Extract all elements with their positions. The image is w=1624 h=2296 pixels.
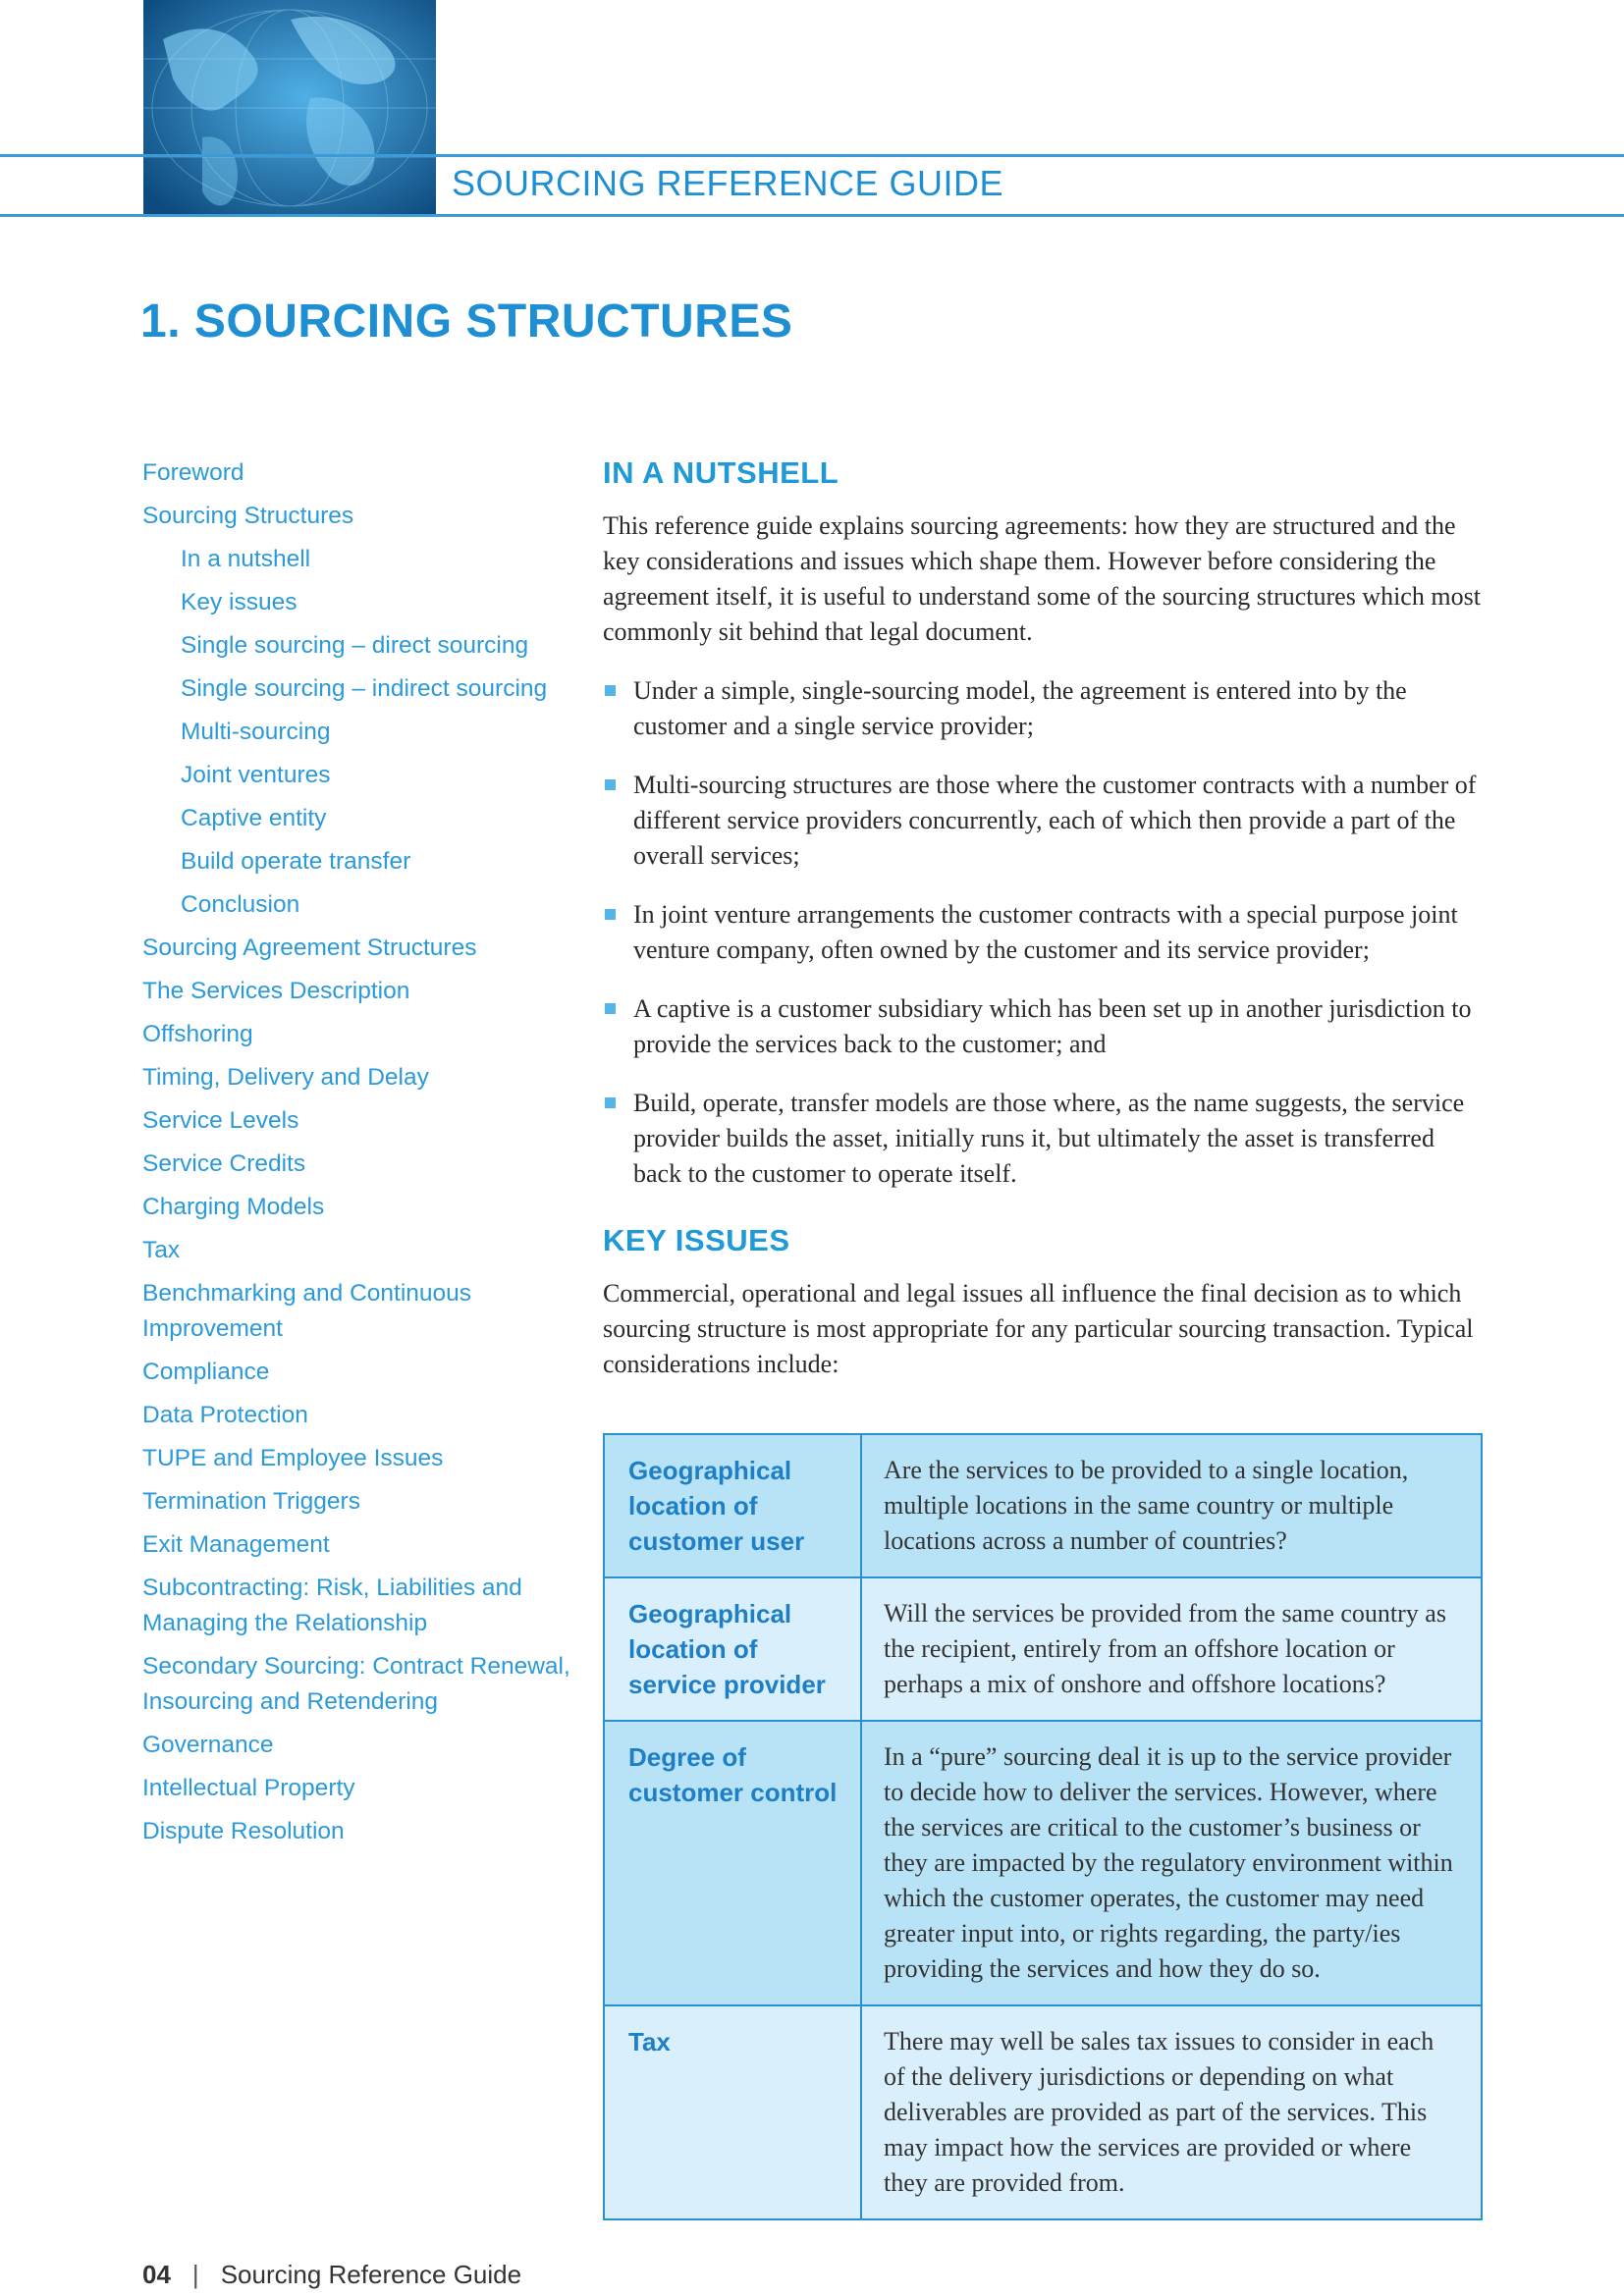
toc-item-exit-management[interactable]: Exit Management xyxy=(142,1531,330,1558)
page-number: 04 xyxy=(142,2260,171,2289)
table-row xyxy=(604,1577,1482,1721)
toc-item-sourcing-agreement-structures[interactable]: Sourcing Agreement Structures xyxy=(142,934,477,961)
toc-item-multi-sourcing[interactable]: Multi-sourcing xyxy=(181,719,331,745)
toc-item-key-issues[interactable]: Key issues xyxy=(181,589,298,615)
list-item xyxy=(603,991,1483,1062)
toc-item-captive-entity[interactable]: Captive entity xyxy=(181,805,327,831)
toc-item-benchmarking[interactable]: Benchmarking and Continuous Improvement xyxy=(142,1280,472,1342)
header-title: SOURCING REFERENCE GUIDE xyxy=(452,163,1004,203)
toc-item-services-description[interactable]: The Services Description xyxy=(142,978,410,1004)
table-row xyxy=(604,1721,1482,2005)
footer-separator: | xyxy=(191,2260,199,2289)
square-bullet-icon xyxy=(605,779,616,790)
page-footer xyxy=(142,2260,521,2290)
header-rule-bottom xyxy=(0,214,1624,217)
toc-item-tax[interactable]: Tax xyxy=(142,1237,181,1263)
toc-item-sourcing-structures[interactable]: Sourcing Structures xyxy=(142,503,354,529)
square-bullet-icon xyxy=(605,1003,616,1014)
square-bullet-icon xyxy=(605,1097,616,1108)
toc-item-dispute-resolution[interactable]: Dispute Resolution xyxy=(142,1818,345,1844)
list-item xyxy=(603,897,1483,968)
table-cell-label: Geographical location of customer user xyxy=(604,1434,861,1577)
toc-item-joint-ventures[interactable]: Joint ventures xyxy=(181,762,331,788)
toc-item-compliance[interactable]: Compliance xyxy=(142,1359,270,1385)
page-title: 1. SOURCING STRUCTURES xyxy=(140,295,793,347)
key-issues-intro: Commercial, operational and legal issues all influence the final decision as to which sourcing structure is most appropriate for any particular sourcing transaction. Typical considerations include: xyxy=(603,1279,1474,1378)
table-cell-label: Degree of customer control xyxy=(604,1721,861,2005)
footer-title: Sourcing Reference Guide xyxy=(220,2260,522,2289)
key-issues-table xyxy=(603,1433,1483,2220)
list-item xyxy=(603,1086,1483,1192)
square-bullet-icon xyxy=(605,909,616,920)
square-bullet-icon xyxy=(605,685,616,696)
table-cell-text: In a “pure” sourcing deal it is up to the service provider to decide how to deliver the services. However, where the services are critical to the customer’s business or they are impacted by the regulatory environment within which the customer operates, the customer may need greater input into, or rights regarding, the party/ies providing the services and how they do so. xyxy=(861,1721,1482,2005)
toc-item-data-protection[interactable]: Data Protection xyxy=(142,1402,308,1428)
nutshell-heading: IN A NUTSHELL xyxy=(603,455,839,490)
toc-item-service-credits[interactable]: Service Credits xyxy=(142,1150,306,1177)
toc-item-timing-delivery-delay[interactable]: Timing, Delivery and Delay xyxy=(142,1064,429,1091)
toc-item-secondary-sourcing[interactable]: Secondary Sourcing: Contract Renewal, Insourcing and Retendering xyxy=(142,1653,570,1715)
toc-item-single-sourcing-direct[interactable]: Single sourcing – direct sourcing xyxy=(181,632,529,659)
toc-item-in-a-nutshell[interactable]: In a nutshell xyxy=(181,546,311,572)
table-row xyxy=(604,2005,1482,2219)
toc-item-offshoring[interactable]: Offshoring xyxy=(142,1021,253,1047)
nutshell-intro: This reference guide explains sourcing agreements: how they are structured and the key considerations and issues which shape them. However before considering the agreement itself, it is useful to understand some of the sourcing structures which most commonly sit behind that legal document. xyxy=(603,511,1481,646)
toc-item-charging-models[interactable]: Charging Models xyxy=(142,1194,325,1220)
nutshell-bullet-list xyxy=(603,673,1483,1192)
bullet-text: Under a simple, single-sourcing model, the agreement is entered into by the customer and a single service provider; xyxy=(633,676,1407,740)
toc-item-intellectual-property[interactable]: Intellectual Property xyxy=(142,1775,355,1801)
bullet-text: Multi-sourcing structures are those where the customer contracts with a number of different service providers concurrently, each of which then provide a part of the overall services; xyxy=(633,771,1477,870)
toc-item-tupe[interactable]: TUPE and Employee Issues xyxy=(142,1445,444,1471)
table-cell-text: There may well be sales tax issues to consider in each of the delivery jurisdictions or depending on what deliverables are provided as part of the services. This may impact how the services are provided or where they are provided from. xyxy=(861,2005,1482,2219)
toc-item-foreword[interactable]: Foreword xyxy=(142,459,244,486)
toc-item-governance[interactable]: Governance xyxy=(142,1732,274,1758)
toc-item-build-operate-transfer[interactable]: Build operate transfer xyxy=(181,848,411,875)
table-cell-text: Will the services be provided from the same country as the recipient, entirely from an offshore location or perhaps a mix of onshore and offshore locations? xyxy=(861,1577,1482,1721)
world-map-graphic xyxy=(143,0,436,216)
bullet-text: Build, operate, transfer models are those where, as the name suggests, the service provider builds the asset, initially runs it, but ultimately the asset is transferred back to the customer to operate itself. xyxy=(633,1089,1465,1188)
toc-item-single-sourcing-indirect[interactable]: Single sourcing – indirect sourcing xyxy=(181,675,548,702)
table-cell-label: Tax xyxy=(604,2005,861,2219)
list-item xyxy=(603,768,1483,874)
header-rule-top xyxy=(0,154,1624,157)
toc-item-termination-triggers[interactable]: Termination Triggers xyxy=(142,1488,360,1515)
main-content xyxy=(603,455,1483,1382)
table-row xyxy=(604,1434,1482,1577)
table-cell-text: Are the services to be provided to a single location, multiple locations in the same country or multiple locations across a number of countries? xyxy=(861,1434,1482,1577)
bullet-text: A captive is a customer subsidiary which has been set up in another jurisdiction to provide the services back to the customer; and xyxy=(633,994,1472,1058)
header-globe-image xyxy=(143,0,436,216)
toc-item-conclusion[interactable]: Conclusion xyxy=(181,891,300,918)
bullet-text: In joint venture arrangements the customer contracts with a special purpose joint venture company, often owned by the customer and its service provider; xyxy=(633,900,1458,964)
table-cell-label: Geographical location of service provider xyxy=(604,1577,861,1721)
toc-item-subcontracting[interactable]: Subcontracting: Risk, Liabilities and Managing the Relationship xyxy=(142,1575,522,1636)
list-item xyxy=(603,673,1483,744)
key-issues-heading: KEY ISSUES xyxy=(603,1223,790,1257)
toc-item-service-levels[interactable]: Service Levels xyxy=(142,1107,299,1134)
table-of-contents xyxy=(142,455,574,1857)
